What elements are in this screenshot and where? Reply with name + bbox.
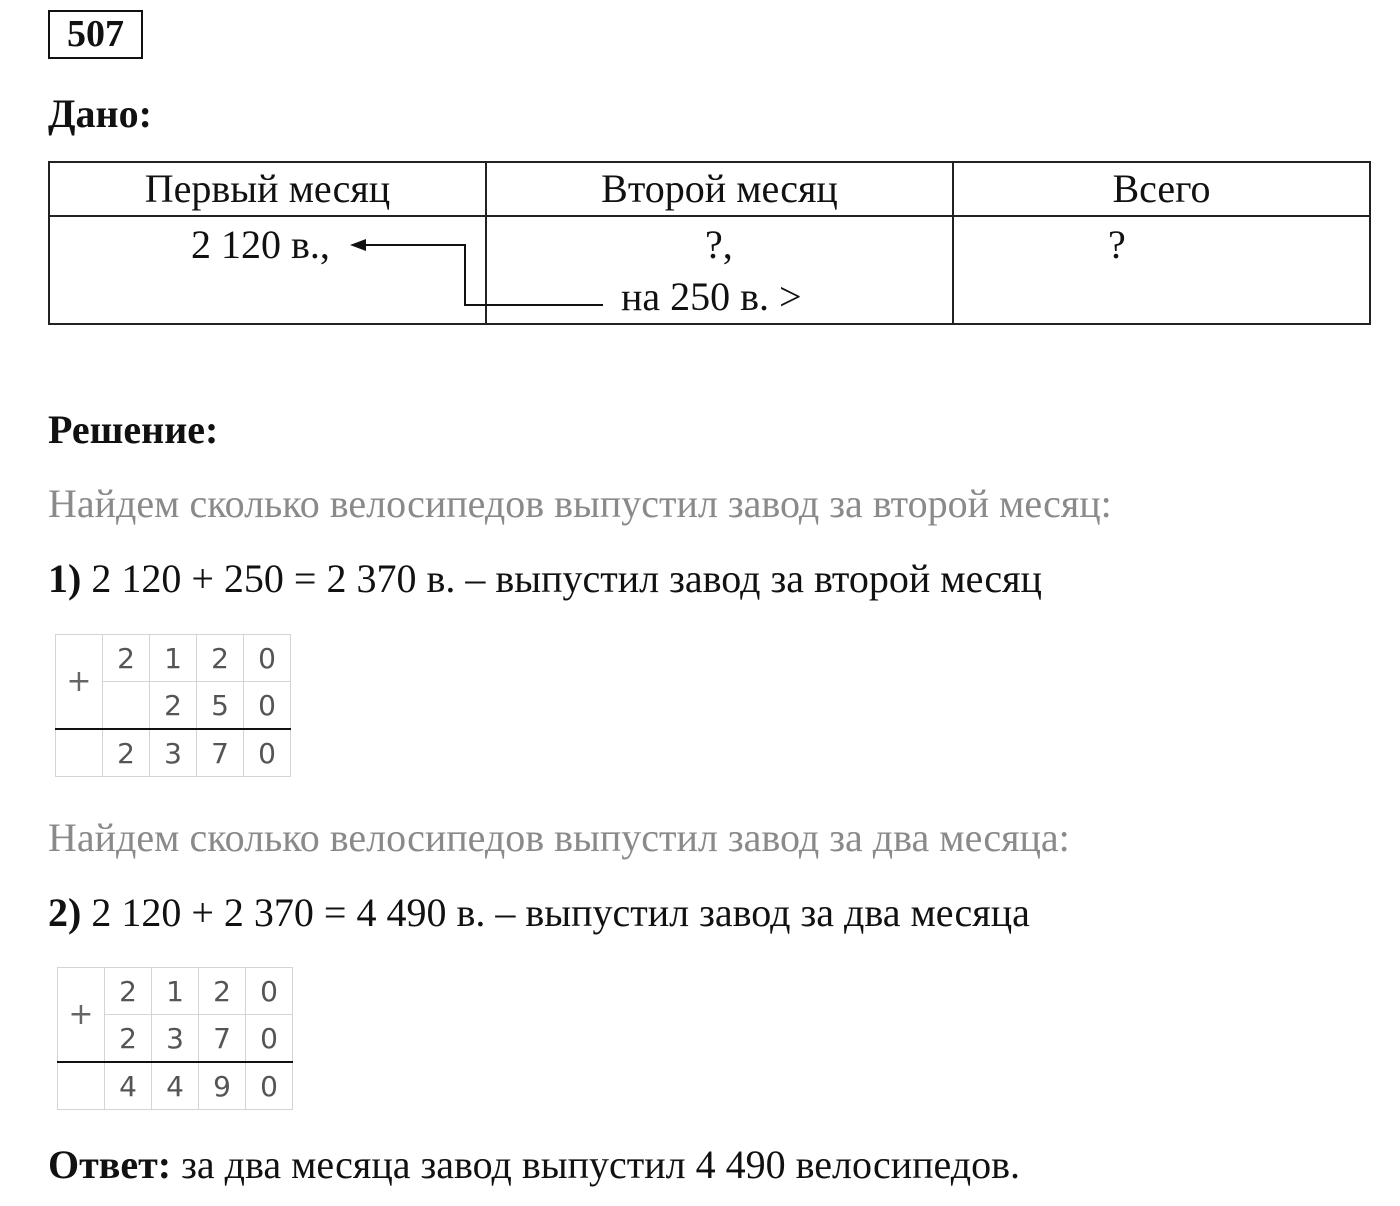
digit: 3: [152, 1015, 199, 1063]
step-1-equation-text: 2 120 + 250 = 2 370 в. – выпустил завод за второй месяц: [91, 556, 1042, 601]
header-second-month: Второй месяц: [486, 162, 953, 216]
digit: 1: [150, 635, 197, 682]
digit: 0: [244, 635, 291, 682]
step-1-equation: [48, 556, 1042, 602]
step-2-equation: [48, 890, 1030, 936]
digit: 0: [246, 968, 293, 1015]
digit: 9: [199, 1062, 246, 1110]
digit: 4: [105, 1062, 152, 1110]
digit: 0: [246, 1015, 293, 1063]
step-2-number: 2): [48, 890, 82, 935]
digit: 2: [199, 968, 246, 1015]
header-first-month: Первый месяц: [49, 162, 486, 216]
calc-result-row: [58, 1062, 293, 1110]
answer-text: за два месяца завод выпустил 4 490 велосипедов.: [181, 1142, 1021, 1187]
digit: 0: [244, 729, 291, 777]
second-month-relation: на 250 в. >: [621, 274, 802, 319]
header-total: Всего: [953, 162, 1370, 216]
step-1-number: 1): [48, 556, 82, 601]
digit: 2: [105, 968, 152, 1015]
step-2-intro: Найдем сколько велосипедов выпустил завод за два месяца:: [48, 815, 1070, 860]
second-month-value: ?,: [705, 222, 733, 267]
problem-number: 507: [48, 10, 143, 59]
plus-operator: +: [58, 968, 105, 1063]
answer-label: Ответ:: [48, 1142, 172, 1187]
empty-cell: [58, 1062, 105, 1110]
step-2-column-addition: [57, 967, 293, 1110]
first-month-value: 2 120 в.,: [191, 222, 330, 267]
digit: 3: [150, 729, 197, 777]
digit: 0: [244, 682, 291, 730]
calc-row: [58, 968, 293, 1015]
given-heading: Дано:: [48, 91, 152, 136]
calc-result-row: [56, 729, 291, 777]
step-1-column-addition: [55, 634, 291, 777]
digit: 2: [105, 1015, 152, 1063]
digit: 4: [152, 1062, 199, 1110]
solution-heading: Решение:: [48, 407, 219, 452]
digit: 2: [197, 635, 244, 682]
plus-operator: +: [56, 635, 103, 730]
digit: 7: [199, 1015, 246, 1063]
total-value: ?: [1108, 222, 1126, 267]
answer-line: [48, 1142, 1020, 1188]
digit: 0: [246, 1062, 293, 1110]
calc-row: [56, 635, 291, 682]
digit: 5: [197, 682, 244, 730]
digit: 2: [150, 682, 197, 730]
digit: 2: [103, 729, 150, 777]
step-2-equation-text: 2 120 + 2 370 = 4 490 в. – выпустил завод за два месяца: [91, 890, 1030, 935]
empty-cell: [56, 729, 103, 777]
digit: 2: [103, 635, 150, 682]
step-1-intro: Найдем сколько велосипедов выпустил завод за второй месяц:: [48, 481, 1112, 526]
digit: [103, 682, 150, 730]
digit: 7: [197, 729, 244, 777]
digit: 1: [152, 968, 199, 1015]
